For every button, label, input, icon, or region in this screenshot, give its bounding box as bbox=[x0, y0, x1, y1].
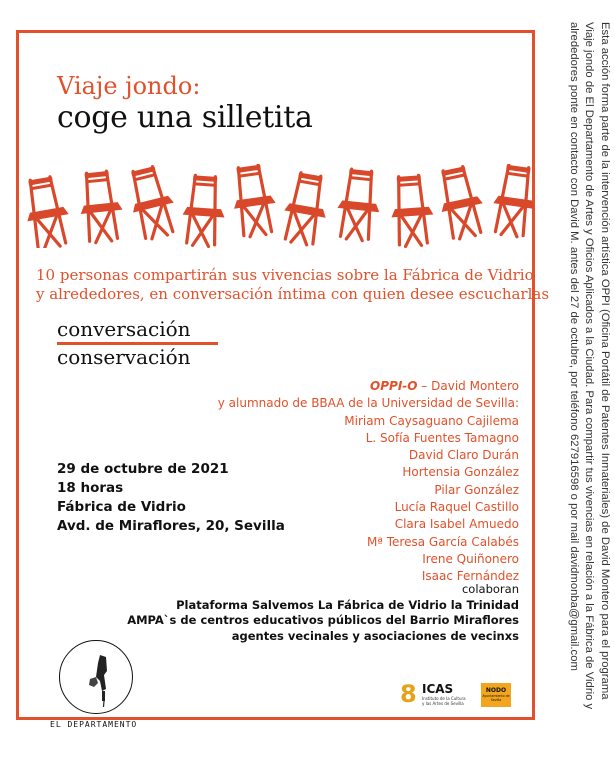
chair-icon bbox=[123, 164, 181, 242]
subtitle-line-2: y alrededores, en conversación íntima con quien desee escucharlas bbox=[36, 285, 550, 303]
oppi-label: OPPI-O bbox=[370, 379, 418, 393]
subtitle-line-1: 10 personas compartirán sus vivencias sobre la Fábrica de Vidrio bbox=[36, 266, 534, 284]
chair-icon bbox=[334, 168, 383, 242]
drill-icon bbox=[59, 640, 133, 714]
icas-sublabel: Instituto de la Cultura y las Artes de Sevilla bbox=[422, 696, 466, 706]
collaborators-heading: colaboran bbox=[461, 582, 519, 596]
lead-artist: David Montero bbox=[431, 379, 519, 393]
wordplay-line-1: conversación bbox=[57, 317, 218, 345]
subtitle bbox=[36, 266, 550, 304]
icas-text bbox=[422, 682, 468, 706]
participant-name: Mª Teresa García Calabés bbox=[366, 534, 519, 549]
chair-icon bbox=[77, 170, 126, 244]
event-date: 29 de octubre de 2021 bbox=[57, 461, 229, 477]
chair-icon bbox=[433, 164, 489, 241]
collaborators-block bbox=[127, 582, 519, 644]
wordplay-line-2: conservación bbox=[57, 345, 191, 369]
participant-name: Pilar González bbox=[434, 482, 519, 497]
nodo-label: NODO bbox=[485, 687, 507, 694]
icas-eight-mark: 8 bbox=[400, 680, 417, 708]
chair-icon bbox=[24, 175, 74, 248]
event-address: Avd. de Miraflores, 20, Sevilla bbox=[57, 518, 285, 534]
collaborator-org: Plataforma Salvemos La Fábrica de Vidrio la Trinidad bbox=[176, 597, 519, 612]
event-time: 18 horas bbox=[57, 480, 124, 496]
participant-name: Hortensia González bbox=[402, 465, 519, 480]
side-info-line: Viaje jondo de El Departamento de Artes y Oficios Aplicados a la Ciudad. Para compartir tus vivencias en relación a la Fábrica de Vidrio y bbox=[583, 22, 596, 710]
chairs-row-illustration bbox=[24, 164, 534, 248]
title-line-1: Viaje jondo: bbox=[57, 72, 201, 100]
event-place: Fábrica de Vidrio bbox=[57, 499, 186, 515]
participant-name: Lucía Raquel Castillo bbox=[394, 500, 519, 515]
el-departamento-caption: EL DEPARTAMENTO bbox=[50, 720, 138, 729]
chair-icon bbox=[279, 171, 333, 247]
event-details bbox=[57, 460, 285, 536]
side-info-line: alrededores ponte en contacto con David M. antes del 27 de octubre, por teléfono 627916598 o por mail davidmonba@gmail.com bbox=[568, 22, 580, 671]
chair-icon bbox=[489, 164, 534, 239]
collaborator-org: AMPA`s de centros educativos públicos del Barrio Miraflores bbox=[127, 613, 519, 627]
participant-name: David Claro Durán bbox=[408, 448, 519, 463]
credits-alumnado: y alumnado de BBAA de la Universidad de Sevilla: bbox=[217, 396, 519, 411]
side-info-rotated bbox=[566, 22, 613, 746]
chair-icon bbox=[181, 175, 228, 248]
side-info-line: Esta acción forma parte de la intervención artística OPPI (Oficina Portátil de Patentes Inmateriales) de David Montero para el programa bbox=[599, 22, 611, 700]
el-departamento-logo bbox=[50, 640, 142, 729]
nodo-sublabel: Ayuntamiento de Sevilla bbox=[482, 694, 510, 702]
participant-name: Irene Quiñonero bbox=[422, 551, 519, 566]
icas-label: ICAS bbox=[422, 682, 454, 696]
chair-icon bbox=[228, 164, 279, 238]
participant-name: Isaac Fernández bbox=[421, 569, 519, 584]
lead-separator: – bbox=[417, 379, 432, 393]
participant-name: Clara Isabel Amuedo bbox=[394, 517, 519, 532]
nodo-logo bbox=[481, 683, 511, 707]
icas-logo bbox=[400, 680, 470, 710]
chair-icon bbox=[389, 175, 436, 248]
participant-name: Miriam Caysaguano Cajilema bbox=[344, 413, 519, 428]
title-line-2: coge una silletita bbox=[57, 100, 313, 135]
wordplay-heading bbox=[57, 317, 218, 370]
collaborator-org: agentes vecinales y asociaciones de vecinxs bbox=[231, 628, 519, 643]
participant-name: L. Sofía Fuentes Tamagno bbox=[365, 430, 519, 445]
credits-lead-line bbox=[218, 378, 519, 395]
side-info-text bbox=[550, 22, 612, 746]
